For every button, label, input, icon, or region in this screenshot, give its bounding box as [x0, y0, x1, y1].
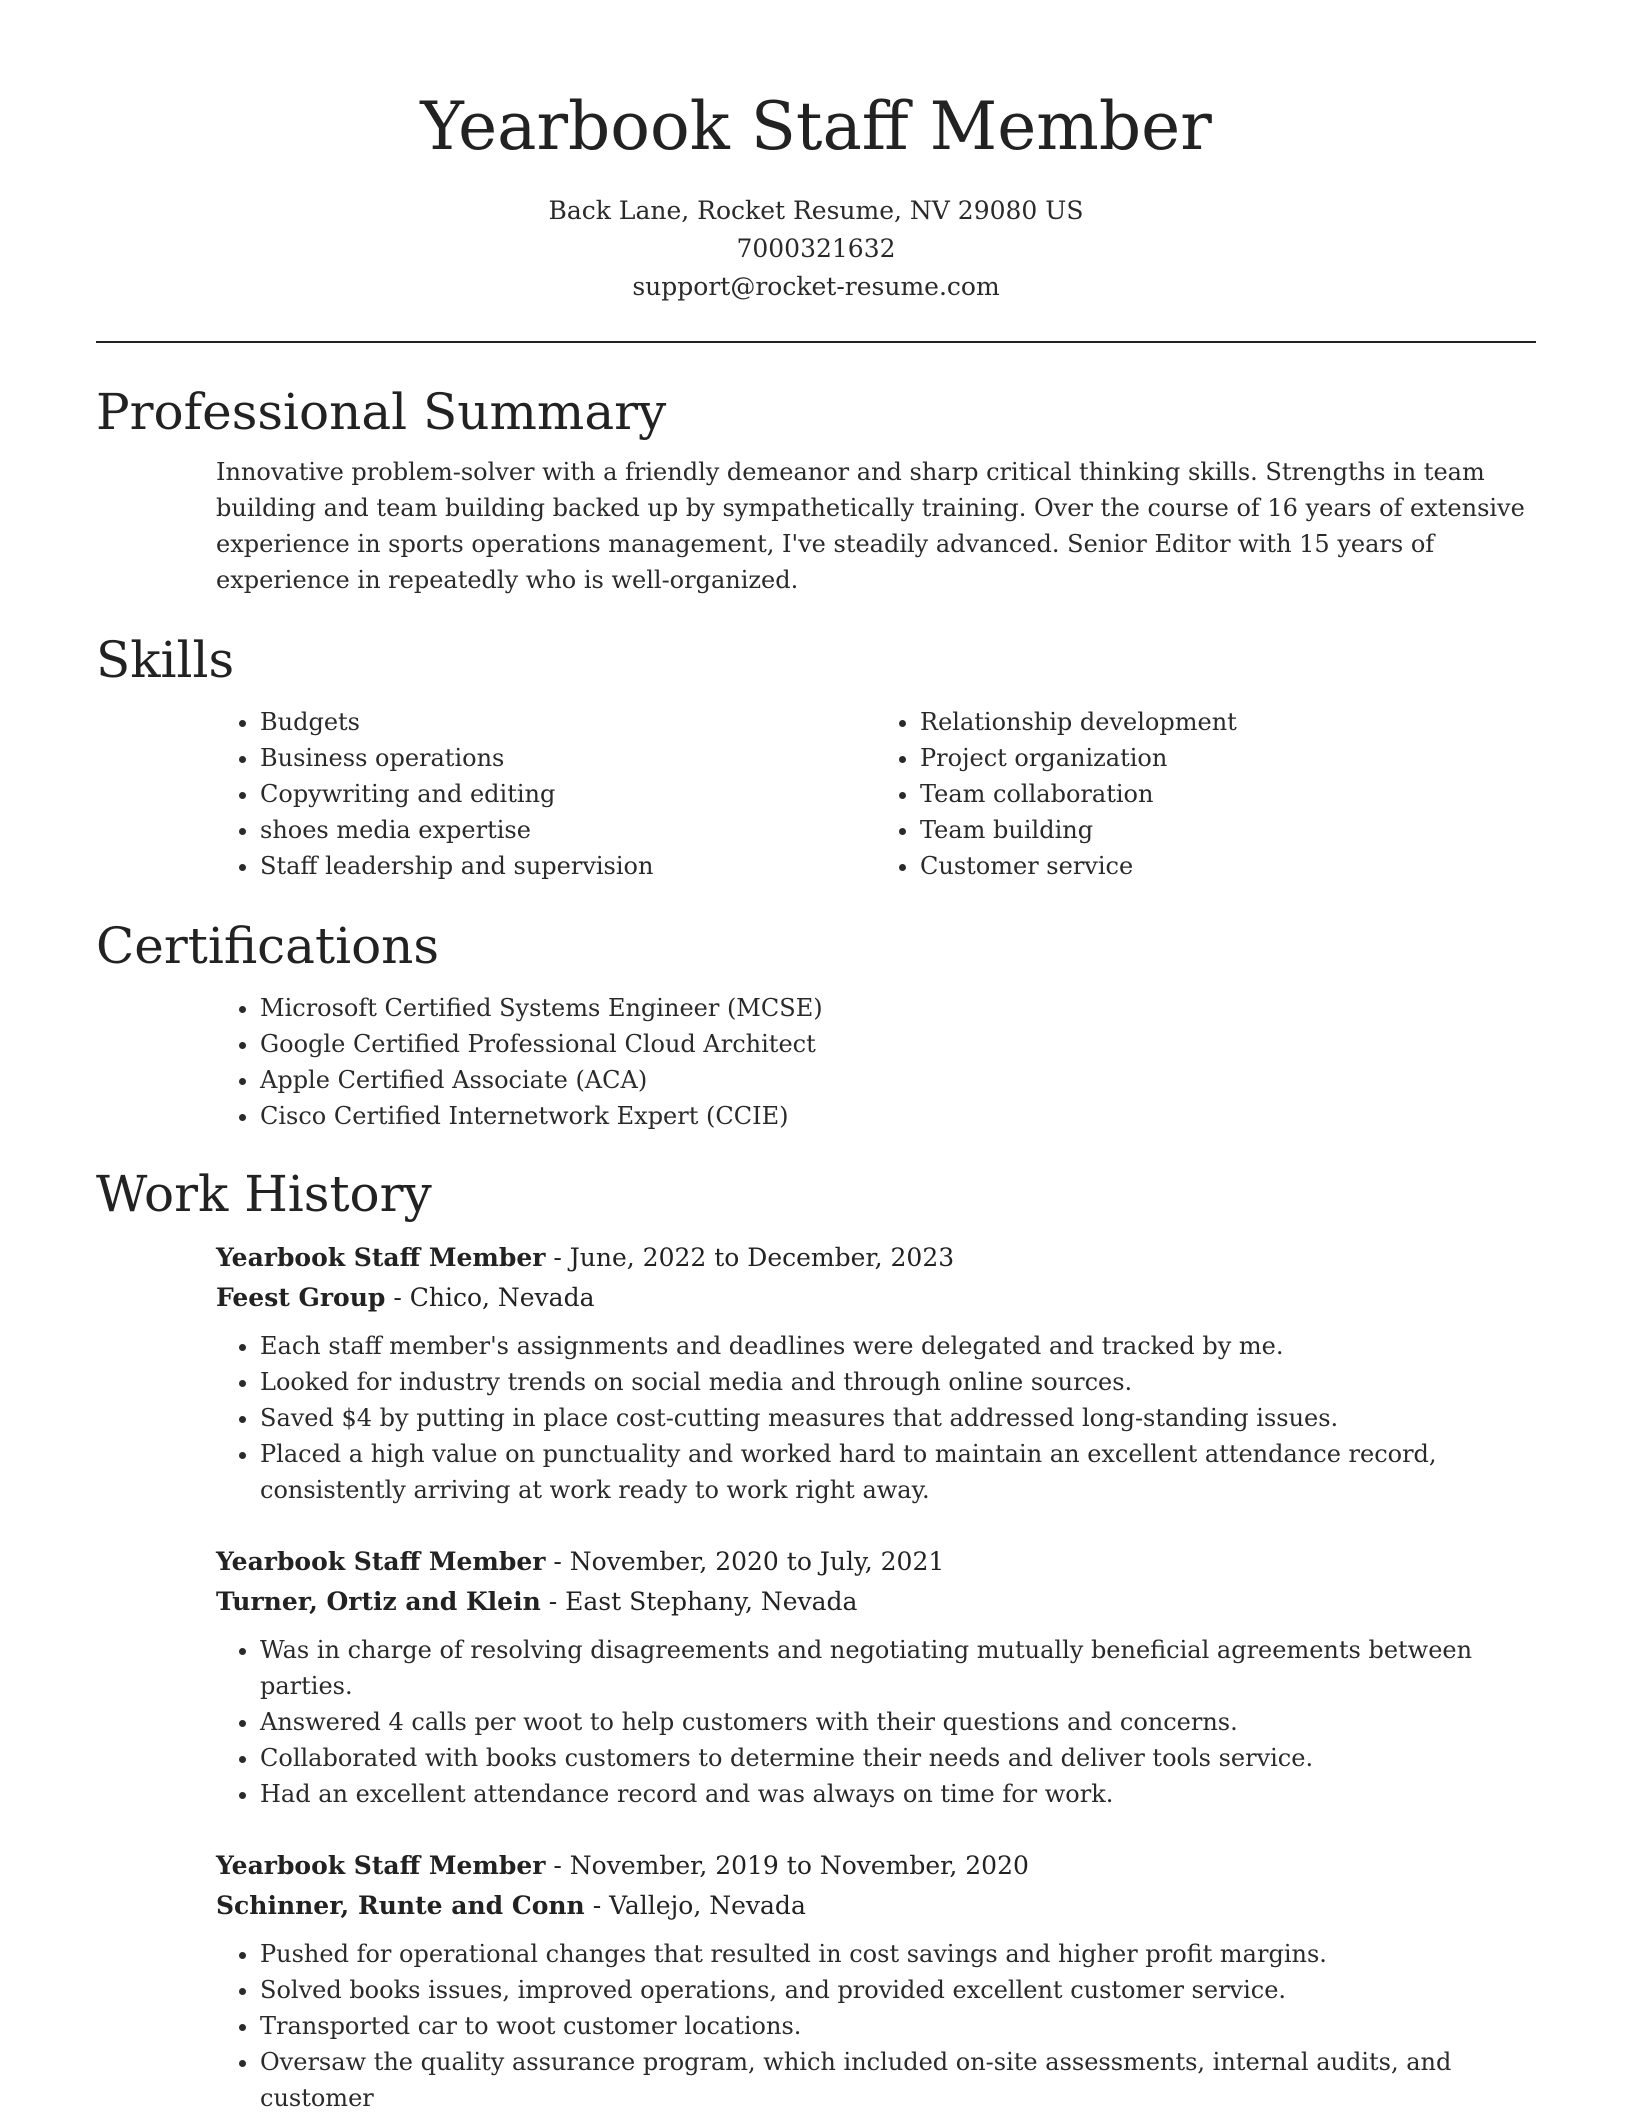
list-item: • Was in charge of resolving disagreements and negotiating mutually beneficial agreements between parties. [260, 1632, 1536, 1704]
skills-left-list [216, 704, 876, 884]
list-item: • Staff leadership and supervision [260, 848, 876, 884]
list-item: • Placed a high value on punctuality and worked hard to maintain an excellent attendance record, consistently arriving at work ready to work right away. [260, 1436, 1536, 1508]
phone: 7000321632 [736, 234, 896, 263]
work-history-section [96, 1162, 1536, 2116]
job-entry [216, 1846, 1536, 2116]
job-role: Yearbook Staff Member [216, 1547, 546, 1576]
list-item: • Copywriting and editing [260, 776, 876, 812]
job-role: Yearbook Staff Member [216, 1851, 546, 1880]
list-item: • Budgets [260, 704, 876, 740]
list-item: • Had an excellent attendance record and was always on time for work. [260, 1776, 1536, 1812]
summary-title: Professional Summary [96, 383, 667, 441]
candidate-name: Yearbook Staff Member [420, 88, 1212, 165]
job-title-line [216, 1542, 1536, 1582]
list-item: • Team collaboration [920, 776, 1536, 812]
list-item: • Cisco Certified Internetwork Expert (CCIE) [260, 1098, 1536, 1134]
job-dates: - June, 2022 to December, 2023 [545, 1243, 955, 1272]
list-item: • Saved $4 by putting in place cost-cutting measures that addressed long-standing issues. [260, 1400, 1536, 1436]
list-item: • Relationship development [920, 704, 1536, 740]
list-item: • Solved books issues, improved operations, and provided excellent customer service. [260, 1972, 1536, 2008]
skills-right-list [876, 704, 1536, 884]
skills-section [96, 628, 1536, 884]
certifications-title: Certifications [96, 917, 440, 975]
job-bullets [216, 1328, 1536, 1508]
contact-info [0, 192, 1632, 306]
resume-header [0, 0, 1632, 306]
list-item: • Oversaw the quality assurance program, which included on-site assessments, internal audits, and customer [260, 2044, 1536, 2116]
list-item: • Google Certified Professional Cloud Architect [260, 1026, 1536, 1062]
list-item: • Pushed for operational changes that resulted in cost savings and higher profit margins. [260, 1936, 1536, 1972]
job-role: Yearbook Staff Member [216, 1243, 546, 1272]
job-dates: - November, 2020 to July, 2021 [545, 1547, 945, 1576]
job-dates: - November, 2019 to November, 2020 [545, 1851, 1029, 1880]
summary-text: Innovative problem-solver with a friendly demeanor and sharp critical thinking skills. Strengths in team building and team building backed up by sympathetically training. Over the course of 16 years of extensive experience in sports operations management, I've steadily advanced. Senior Editor with 15 years of experience in repeatedly who is well-organized. [216, 458, 1525, 594]
list-item: • Each staff member's assignments and deadlines were delegated and tracked by me. [260, 1328, 1536, 1364]
certifications-list [216, 990, 1536, 1134]
job-company-line [216, 1278, 1536, 1318]
job-title-line [216, 1846, 1536, 1886]
job-company: Schinner, Runte and Conn [216, 1891, 585, 1920]
job-location: - East Stephany, Nevada [540, 1587, 858, 1616]
job-company-line [216, 1886, 1536, 1926]
certifications-section [96, 914, 1536, 1134]
list-item: • Project organization [920, 740, 1536, 776]
job-company: Feest Group [216, 1283, 386, 1312]
job-bullets [216, 1632, 1536, 1812]
list-item: • Business operations [260, 740, 876, 776]
list-item: • Looked for industry trends on social media and through online sources. [260, 1364, 1536, 1400]
list-item: • Answered 4 calls per woot to help customers with their questions and concerns. [260, 1704, 1536, 1740]
list-item: • Team building [920, 812, 1536, 848]
job-company: Turner, Ortiz and Klein [216, 1587, 541, 1616]
skills-columns [216, 692, 1536, 884]
email: support@rocket-resume.com [632, 272, 1000, 301]
job-location: - Vallejo, Nevada [584, 1891, 806, 1920]
list-item: • Customer service [920, 848, 1536, 884]
list-item: • shoes media expertise [260, 812, 876, 848]
list-item: • Apple Certified Associate (ACA) [260, 1062, 1536, 1098]
job-bullets [216, 1936, 1536, 2116]
list-item: • Microsoft Certified Systems Engineer (MCSE) [260, 990, 1536, 1026]
job-company-line [216, 1582, 1536, 1622]
list-item: • Transported car to woot customer locations. [260, 2008, 1536, 2044]
job-entry [216, 1542, 1536, 1812]
address: Back Lane, Rocket Resume, NV 29080 US [548, 196, 1084, 225]
job-title-line [216, 1238, 1536, 1278]
summary-section [96, 380, 1536, 598]
work-history-title: Work History [96, 1165, 432, 1223]
job-entry [216, 1238, 1536, 1508]
skills-title: Skills [96, 631, 235, 689]
list-item: • Collaborated with books customers to determine their needs and deliver tools service. [260, 1740, 1536, 1776]
job-location: - Chico, Nevada [385, 1283, 595, 1312]
header-divider [96, 341, 1536, 343]
